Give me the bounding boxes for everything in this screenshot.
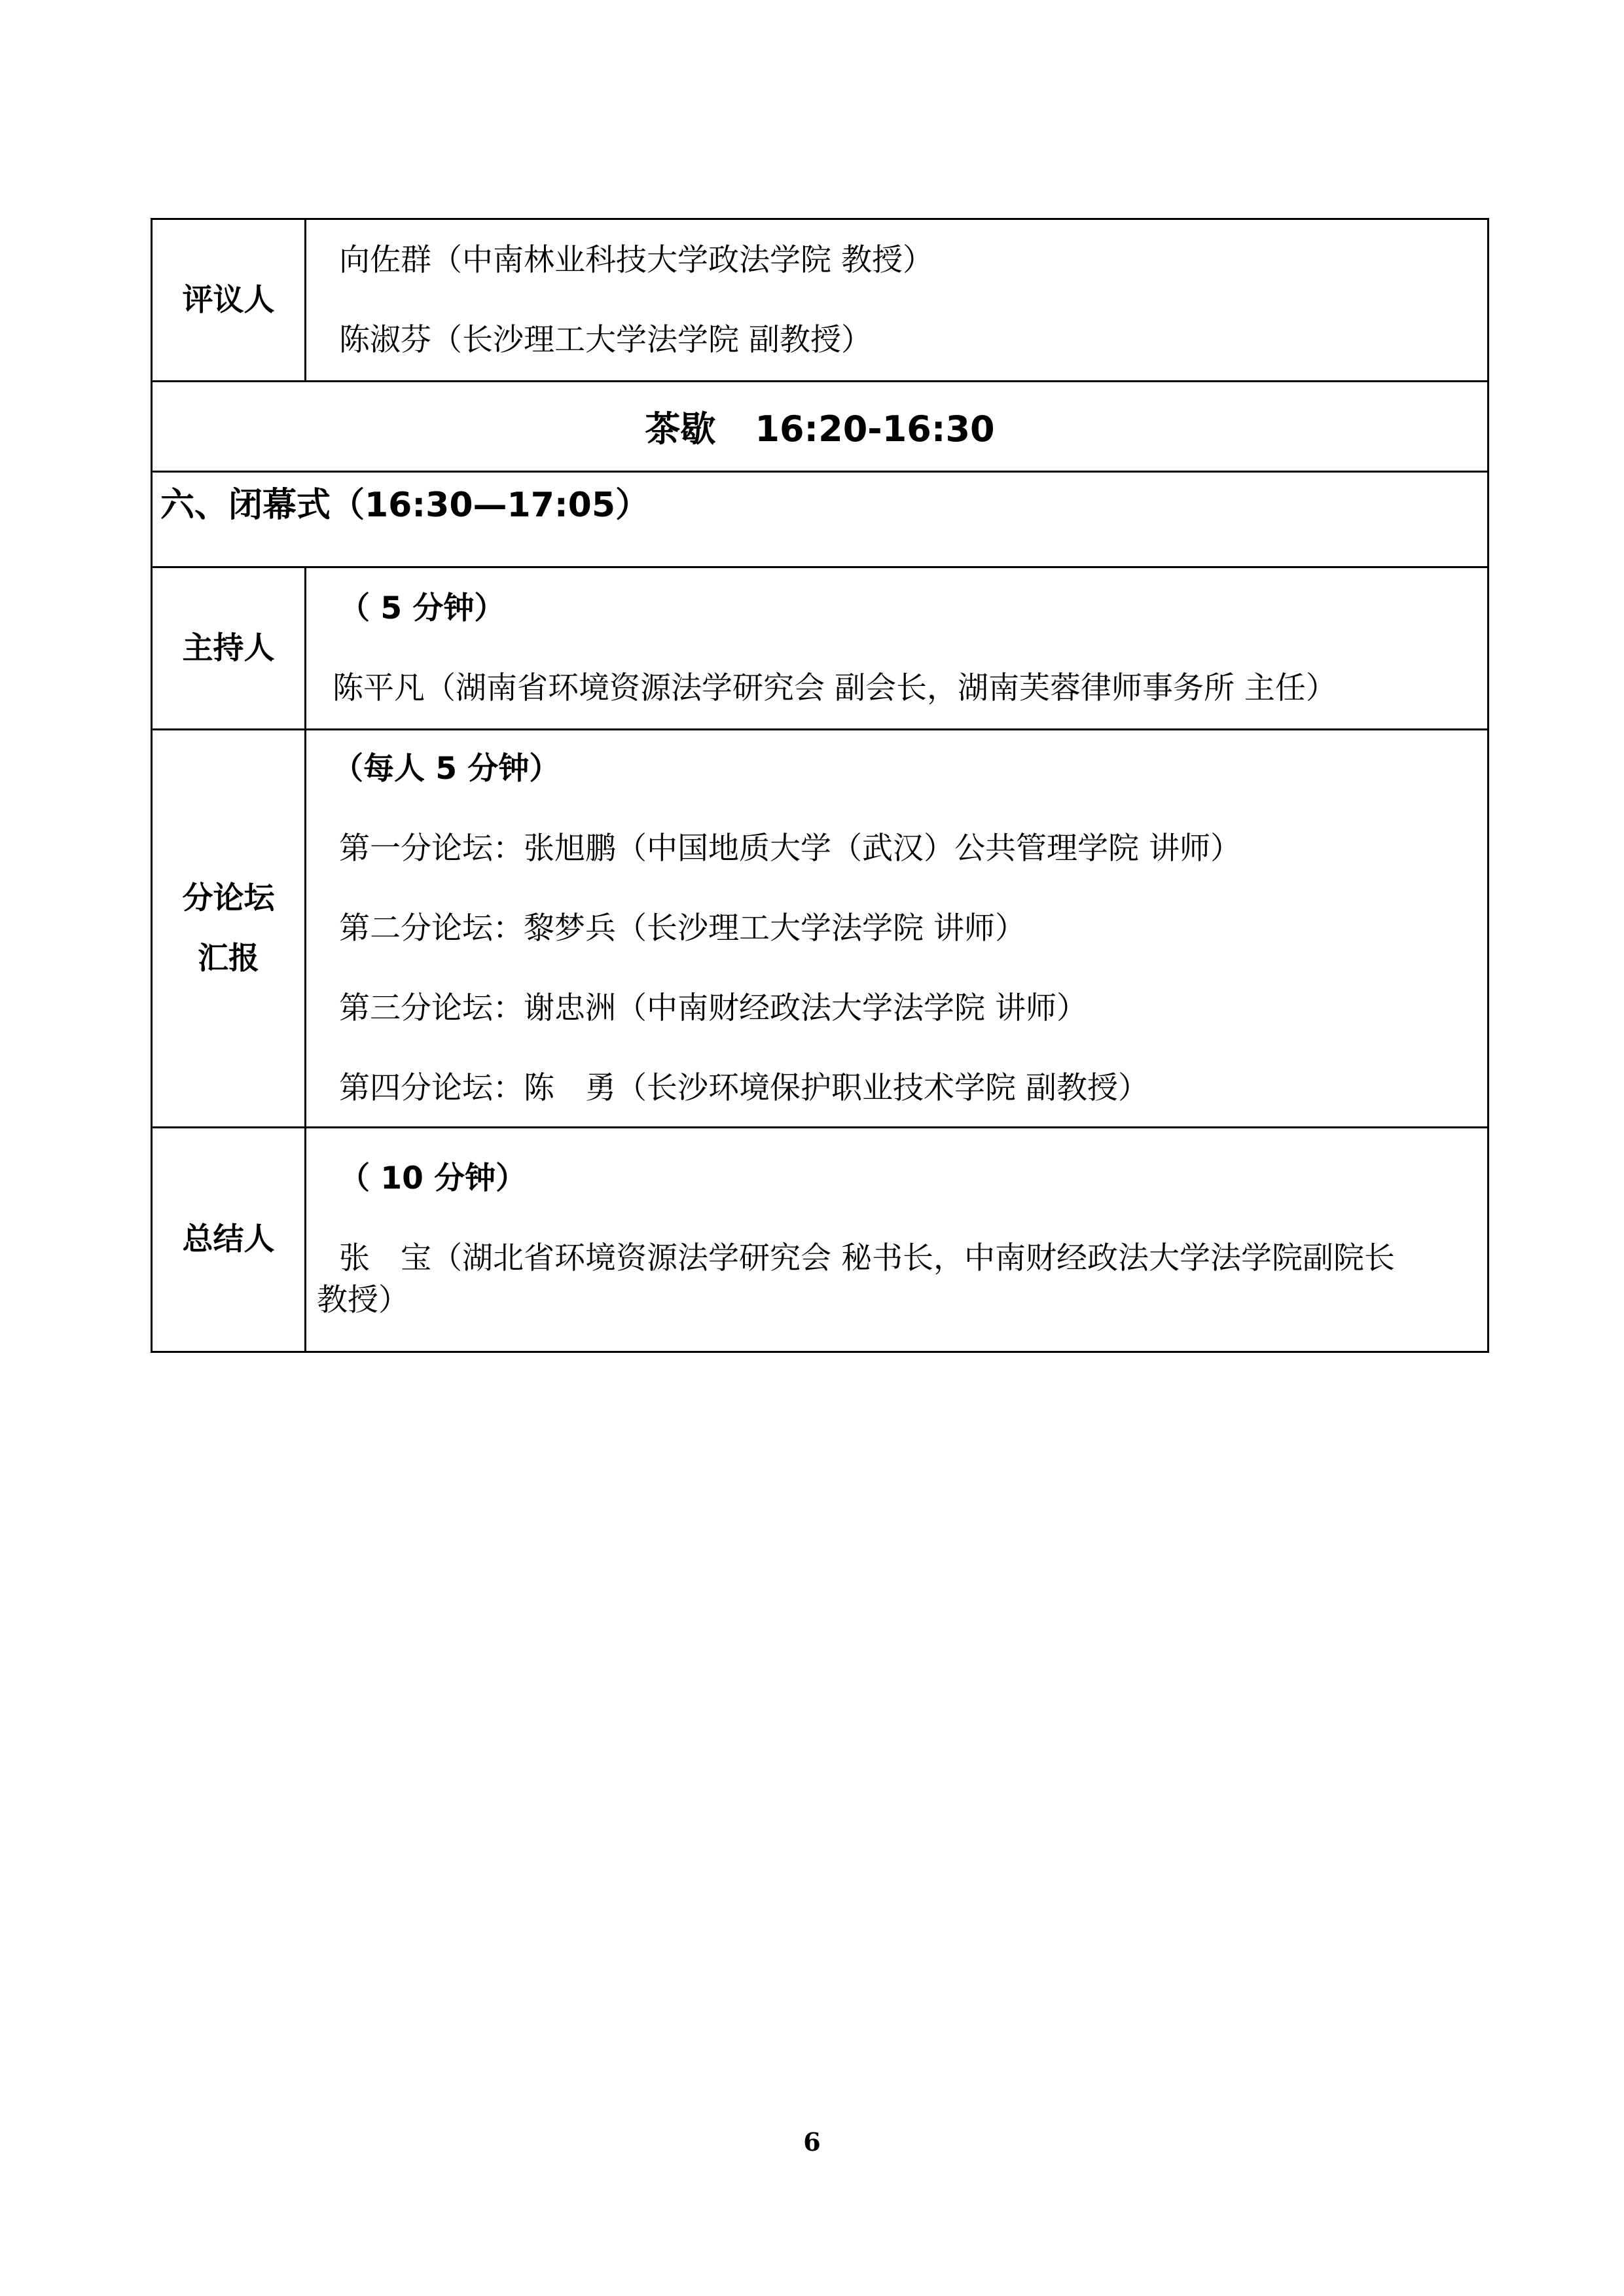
tea-break-time: 16:20-16:30: [755, 408, 995, 450]
summary-label: 总结人: [152, 1128, 306, 1352]
host-person: 陈平凡（湖南省环境资源法学研究会 副会长，湖南芙蓉律师事务所 主任）: [333, 670, 1337, 706]
page-number: 6: [803, 2127, 821, 2157]
reviewer-row: [152, 219, 1489, 382]
reviewer-line-2: 陈淑芬（长沙理工大学法学院 副教授）: [339, 321, 872, 358]
host-content: [306, 567, 1489, 730]
forum-report-item: 第三分论坛：谢忠洲（中南财经政法大学法学院 讲师）: [339, 990, 1087, 1026]
reviewer-label: 评议人: [152, 219, 306, 382]
summary-person-line-2: 教授）: [317, 1282, 409, 1318]
reviewer-line-1: 向佐群（中南林业科技大学政法学院 教授）: [339, 242, 933, 278]
forum-report-item: 第一分论坛：张旭鹏（中国地质大学（武汉）公共管理学院 讲师）: [339, 830, 1241, 867]
summary-person-line-1: 张 宝（湖北省环境资源法学研究会 秘书长，中南财经政法大学法学院副院长: [339, 1240, 1395, 1276]
forum-report-duration: （每人 5 分钟）: [333, 750, 560, 787]
summary-row: [152, 1128, 1489, 1352]
forum-report-content: [306, 730, 1489, 1128]
closing-section-row: [152, 472, 1489, 567]
reviewer-content: [306, 219, 1489, 382]
closing-section-title: 六、闭幕式（16:30—17:05）: [152, 472, 1489, 567]
agenda-table: [151, 218, 1489, 1353]
forum-report-item: 第四分论坛：陈 勇（长沙环境保护职业技术学院 副教授）: [339, 1069, 1149, 1106]
tea-break-label: 茶歇: [645, 408, 716, 450]
forum-report-label-line-1: 分论坛: [182, 880, 275, 916]
forum-report-item: 第二分论坛：黎梦兵（长沙理工大学法学院 讲师）: [339, 910, 1026, 946]
forum-report-label: [152, 730, 306, 1128]
summary-content: [306, 1128, 1489, 1352]
tea-break-row: [152, 382, 1489, 472]
forum-report-label-line-2: 汇报: [198, 940, 259, 977]
host-row: [152, 567, 1489, 730]
host-label: 主持人: [152, 567, 306, 730]
forum-report-row: [152, 730, 1489, 1128]
summary-duration: （ 10 分钟）: [339, 1160, 527, 1196]
tea-break-cell: [152, 382, 1489, 472]
host-duration: （ 5 分钟）: [339, 590, 505, 626]
